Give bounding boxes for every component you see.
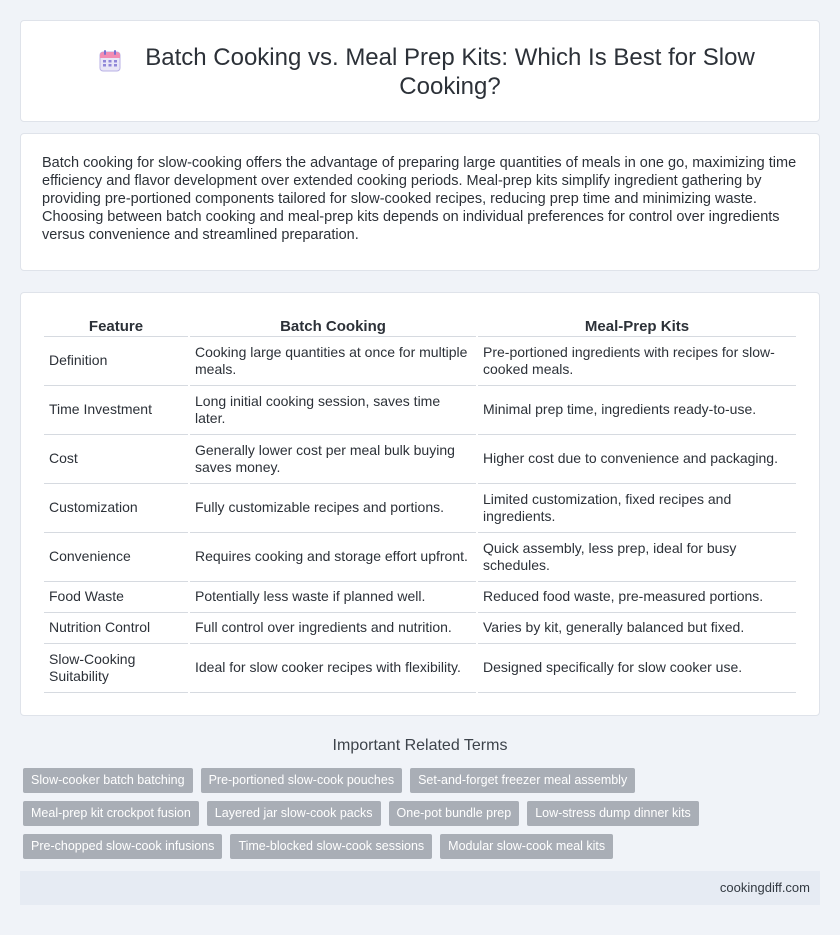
feature-cell: Convenience	[44, 533, 188, 582]
kits-cell: Minimal prep time, ingredients ready-to-use.	[478, 386, 796, 435]
batch-cell: Long initial cooking session, saves time later.	[190, 386, 476, 435]
calendar-icon	[98, 49, 122, 73]
related-terms-title: Important Related Terms	[332, 737, 508, 754]
batch-cell: Potentially less waste if planned well.	[190, 582, 476, 613]
feature-cell: Customization	[44, 484, 188, 533]
batch-cell: Full control over ingredients and nutrition.	[190, 613, 476, 644]
footer-site-link[interactable]: cookingdiff.com	[719, 880, 810, 895]
feature-cell: Definition	[44, 337, 188, 386]
feature-cell: Time Investment	[44, 386, 188, 435]
related-terms-tags	[23, 768, 813, 859]
kits-cell: Limited customization, fixed recipes and ingredients.	[478, 484, 796, 533]
kits-cell: Reduced food waste, pre-measured portions.	[478, 582, 796, 613]
related-term-tag[interactable]: Slow-cooker batch batching	[23, 768, 193, 793]
kits-cell: Varies by kit, generally balanced but fixed.	[478, 613, 796, 644]
table-row	[44, 435, 796, 484]
kits-cell: Quick assembly, less prep, ideal for busy schedules.	[478, 533, 796, 582]
batch-cell: Ideal for slow cooker recipes with flexibility.	[190, 644, 476, 693]
intro-card	[20, 133, 820, 271]
related-term-tag[interactable]: Set-and-forget freezer meal assembly	[410, 768, 635, 793]
batch-cell: Fully customizable recipes and portions.	[190, 484, 476, 533]
page-title: Batch Cooking vs. Meal Prep Kits: Which Is Best for Slow Cooking?	[145, 44, 755, 100]
table-header-row	[44, 315, 796, 337]
title-wrap	[21, 43, 819, 101]
batch-cell: Generally lower cost per meal bulk buying saves money.	[190, 435, 476, 484]
column-header-meal-prep-kits: Meal-Prep Kits	[478, 315, 796, 337]
feature-cell: Food Waste	[44, 582, 188, 613]
table-row	[44, 644, 796, 693]
table-row	[44, 484, 796, 533]
table-row	[44, 582, 796, 613]
batch-cell: Requires cooking and storage effort upfront.	[190, 533, 476, 582]
batch-cell: Cooking large quantities at once for multiple meals.	[190, 337, 476, 386]
related-term-tag[interactable]: Meal-prep kit crockpot fusion	[23, 801, 199, 826]
related-term-tag[interactable]: One-pot bundle prep	[389, 801, 520, 826]
related-term-tag[interactable]: Pre-chopped slow-cook infusions	[23, 834, 222, 859]
comparison-table	[42, 315, 798, 693]
related-term-tag[interactable]: Low-stress dump dinner kits	[527, 801, 699, 826]
related-term-tag[interactable]: Time-blocked slow-cook sessions	[230, 834, 432, 859]
feature-cell: Nutrition Control	[44, 613, 188, 644]
related-term-tag[interactable]: Layered jar slow-cook packs	[207, 801, 381, 826]
related-term-tag[interactable]: Modular slow-cook meal kits	[440, 834, 613, 859]
related-term-tag[interactable]: Pre-portioned slow-cook pouches	[201, 768, 403, 793]
title-card	[20, 20, 820, 122]
column-header-batch-cooking: Batch Cooking	[190, 315, 476, 337]
feature-cell: Cost	[44, 435, 188, 484]
column-header-feature: Feature	[44, 315, 188, 337]
table-row	[44, 613, 796, 644]
table-row	[44, 386, 796, 435]
intro-paragraph: Batch cooking for slow-cooking offers the advantage of preparing large quantities of meals in one go, maximizing time efficiency and flavor development over extended cooking periods. Meal-prep kits simplify ingredient gathering by providing pre-portioned components tailored for slow-cooked recipes, reducing prep time and minimizing waste. Choosing between batch cooking and meal-prep kits depends on individual preferences for control over ingredients versus convenience and streamlined preparation.	[42, 155, 797, 243]
footer	[20, 871, 820, 905]
table-row	[44, 337, 796, 386]
comparison-card	[20, 292, 820, 716]
feature-cell: Slow-Cooking Suitability	[44, 644, 188, 693]
kits-cell: Higher cost due to convenience and packaging.	[478, 435, 796, 484]
kits-cell: Designed specifically for slow cooker use.	[478, 644, 796, 693]
kits-cell: Pre-portioned ingredients with recipes for slow-cooked meals.	[478, 337, 796, 386]
table-row	[44, 533, 796, 582]
